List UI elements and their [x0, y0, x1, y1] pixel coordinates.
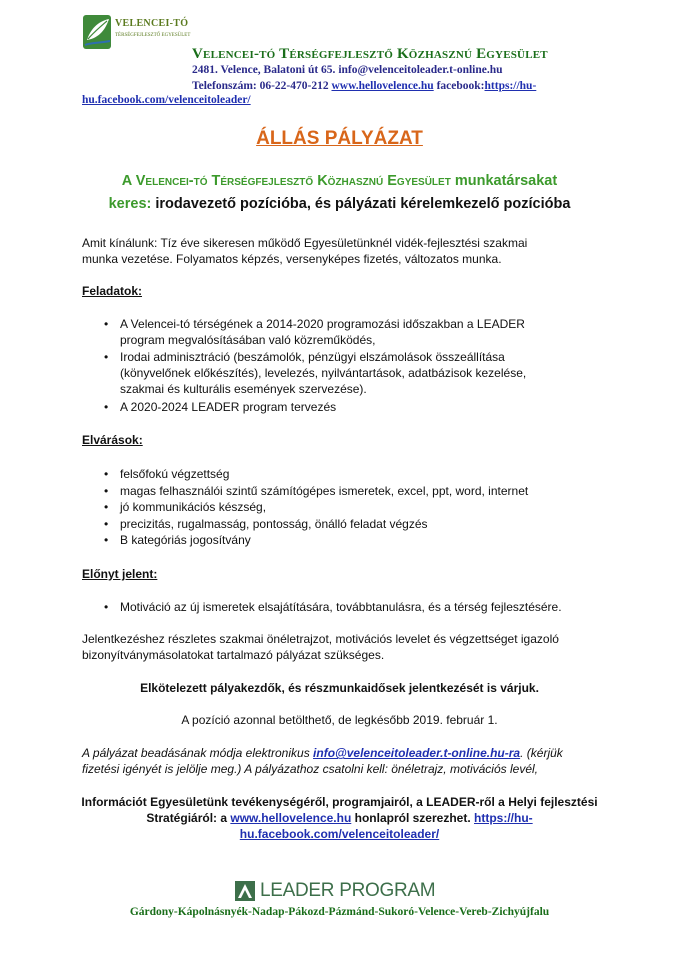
- requirement-item-5: B kategóriás jogosítvány: [120, 533, 251, 547]
- requirements-heading: Elvárások:: [82, 433, 143, 447]
- submit-line2: fizetési igényét is jelölje meg.) A pályázathoz csatolni kell: önéletrajz, motivációs levél,: [82, 762, 538, 776]
- task-item-1: A Velencei-tó térségének a 2014-2020 programozási időszakban a LEADER program megvalósításában való közreműködés,: [120, 317, 525, 347]
- header-facebook-link-part1[interactable]: https://hu-: [484, 80, 537, 92]
- header-website-link[interactable]: www.hellovelence.hu: [331, 80, 434, 92]
- application-paragraph: Jelentkezéshez részletes szakmai önéletrajzot, motivációs levelet és végzettséget igazoló bizonyítványmásolatokat tartalmazó pályázat szükséges.: [82, 632, 559, 662]
- tasks-heading: Feladatok:: [82, 284, 143, 298]
- subtitle-line1: [0, 173, 679, 189]
- phone: Telefonszám: 06-22-470-212: [192, 80, 332, 92]
- info-facebook-link-part2[interactable]: hu.facebook.com/velenceitoleader/: [239, 827, 440, 841]
- submit-paragraph: [82, 745, 572, 777]
- requirement-item-4: precizitás, rugalmasság, pontosság, önálló feladat végzés: [120, 517, 428, 531]
- info-pre: Stratégiáról: a: [146, 811, 231, 825]
- subtitle-line2: [0, 196, 679, 212]
- info-line3: [0, 826, 679, 842]
- velencei-to-logo: [82, 14, 191, 54]
- address-line: [192, 64, 503, 76]
- task-item-3: A 2020-2024 LEADER program tervezés: [120, 400, 337, 414]
- leader-program-text: LEADER PROGRAM: [260, 880, 436, 901]
- requirement-item-2: magas felhasználói szintű számítógépes ismeretek, excel, ppt, word, internet: [120, 484, 529, 498]
- offer-paragraph: Amit kínálunk: Tíz éve sikeresen működő Egyesületünknél vidék-fejlesztési szakmai munka vezetése. Folyamatos képzés, versenyképes fizetés, változatos munka.: [82, 236, 528, 266]
- org-name: Velencei-tó Térségfejlesztő Közhasznú Egyesület: [192, 46, 548, 62]
- facebook-line: [82, 94, 251, 106]
- info-facebook-link-part1[interactable]: https://hu-: [474, 811, 533, 825]
- subtitle-rest: munkatársakat: [450, 173, 558, 189]
- job-advert-page: VELENCEI-TÓ TÉRSÉGFEJLESZTŐ EGYESÜLET Velencei-tó Térségfejlesztő Közhasznú Egyesület 2481. Velence, Balatoni út 65. info@velenceitoleader.t-online.hu Telefonszám: 06-22-470-212 www.hellovelence.hu facebook:https://hu- hu.facebook.com/velenceitoleader/ ÁLLÁS PÁLYÁZAT A Velencei-tó Térségfejlesztő Közhasznú Egyesület munkatársakat keres: irodavezető pozícióba, és pályázati kérelemkezelő pozícióba Amit kínálunk: Tíz éve sikeresen működő Egyesületünknél vidék-fejlesztési szakmai munka vezetése. Folyamatos képzés, versenyképes fizetés, változatos munka. Feladatok: • A Velencei-tó térségének a 2014-2020 programozási időszakban a LEADER program megvalósításában való közreműködés, • Irodai adminisztráció (beszámolók, pénzügyi elszámolások összeállítása (könyvelőnek előkészítés), levelezés, nyilvántartások, adatbázisok kezelése, szakmai és kulturális események szervezése). • A 2020-2024 LEADER program tervezés Elvárások: • felsőfokú végzettség • magas felhasználói szintű számítógépes ismeretek, excel, ppt, word, internet • jó kommunikációs készség, • precizitás, rugalmasság, pontosság, önálló feladat végzés • B kategóriás jogosítvány Előnyt jelent: • Motiváció az új ismeretek elsajátítására, továbbtanulásra, és a térség fejlesztésére. Jelentkezéshez részletes szakmai önéletrajzot, motivációs levelet és végzettséget igazoló bizonyítványmásolatokat tartalmazó pályázat szükséges. Elkötelezett pályakezdők, és részmunkaidősek jelentkezését is várjuk. A pozíció azonnal betölthető, de legkésőbb 2019. február 1. A pályázat beadásának módja elektronikus info@velenceitoleader.t-online.hu-ra. (kérjük fizetési igényét is jelölje meg.) A pályázathoz csatolni kell: önéletrajz, motivációs levél, Információt Egyesületünk tevékenységéről, programjairól, a LEADER-ről a Helyi fejlesztési Stratégiáról: a www.hellovelence.hu honlapról szerezhet. https://hu- hu.facebook.com/velenceitoleader/ LEADER PROGRAM Gárdony-Kápolnásnyék-Nadap-Pákozd-Pázmánd-Sukoró-Velence-Vereb-Zichyújfalu: [0, 0, 679, 960]
- info-mid: honlapról szerezhet.: [351, 811, 474, 825]
- footer-settlements: Gárdony-Kápolnásnyék-Nadap-Pákozd-Pázmánd-Sukoró-Velence-Vereb-Zichyújfalu: [129, 906, 550, 918]
- requirement-item-1: felsőfokú végzettség: [120, 467, 230, 481]
- submit-pre: A pályázat beadásának módja elektronikus: [82, 746, 314, 760]
- leader-emblem-icon: [234, 880, 256, 902]
- subtitle-positions: irodavezető pozícióba, és pályázati kérelemkezelő pozícióba: [151, 196, 571, 212]
- page-title: ÁLLÁS PÁLYÁZAT: [256, 128, 423, 149]
- info-line2: [0, 810, 679, 826]
- facebook-label: facebook:: [433, 80, 485, 92]
- address: 2481. Velence, Balatoni út 65.: [192, 64, 339, 76]
- task-item-2: Irodai adminisztráció (beszámolók, pénzügyi elszámolások összeállítása (könyvelőnek előkészítés), levelezés, nyilvántartások, adatbázisok kezelése, szakmai és kulturális események szervezése).: [120, 350, 527, 396]
- advantage-heading: Előnyt jelent:: [82, 567, 158, 581]
- phone-line: [192, 80, 536, 92]
- info-website-link[interactable]: www.hellovelence.hu: [230, 811, 352, 825]
- start-date-line: A pozíció azonnal betölthető, de legkésőbb 2019. február 1.: [181, 713, 498, 727]
- welcome-line: Elkötelezett pályakezdők, és részmunkaidősek jelentkezését is várjuk.: [140, 681, 539, 695]
- submit-email-link[interactable]: info@velenceitoleader.t-online.hu-ra: [313, 746, 521, 760]
- header-facebook-link-part2[interactable]: hu.facebook.com/velenceitoleader/: [82, 94, 251, 106]
- leader-program-logo: [234, 880, 454, 902]
- subtitle-keres: keres:: [108, 196, 152, 212]
- leaf-logo-icon: [82, 14, 114, 50]
- submit-post: . (kérjük: [520, 746, 563, 760]
- advantage-item-1: Motiváció az új ismeretek elsajátítására, továbbtanulásra, és a térség fejlesztésére.: [120, 600, 562, 614]
- header-email: info@velenceitoleader.t-online.hu: [338, 64, 503, 76]
- logo-tagline: TÉRSÉGFEJLESZTŐ EGYESÜLET: [115, 33, 191, 38]
- requirement-item-3: jó kommunikációs készség,: [120, 500, 267, 514]
- info-line1: Információt Egyesületünk tevékenységéről, programjairól, a LEADER-ről a Helyi fejlesztési: [81, 795, 598, 809]
- logo-name: VELENCEI-TÓ: [115, 18, 189, 29]
- subtitle-org: A Velencei-tó Térségfejlesztő Közhasznú Egyesület: [121, 173, 451, 189]
